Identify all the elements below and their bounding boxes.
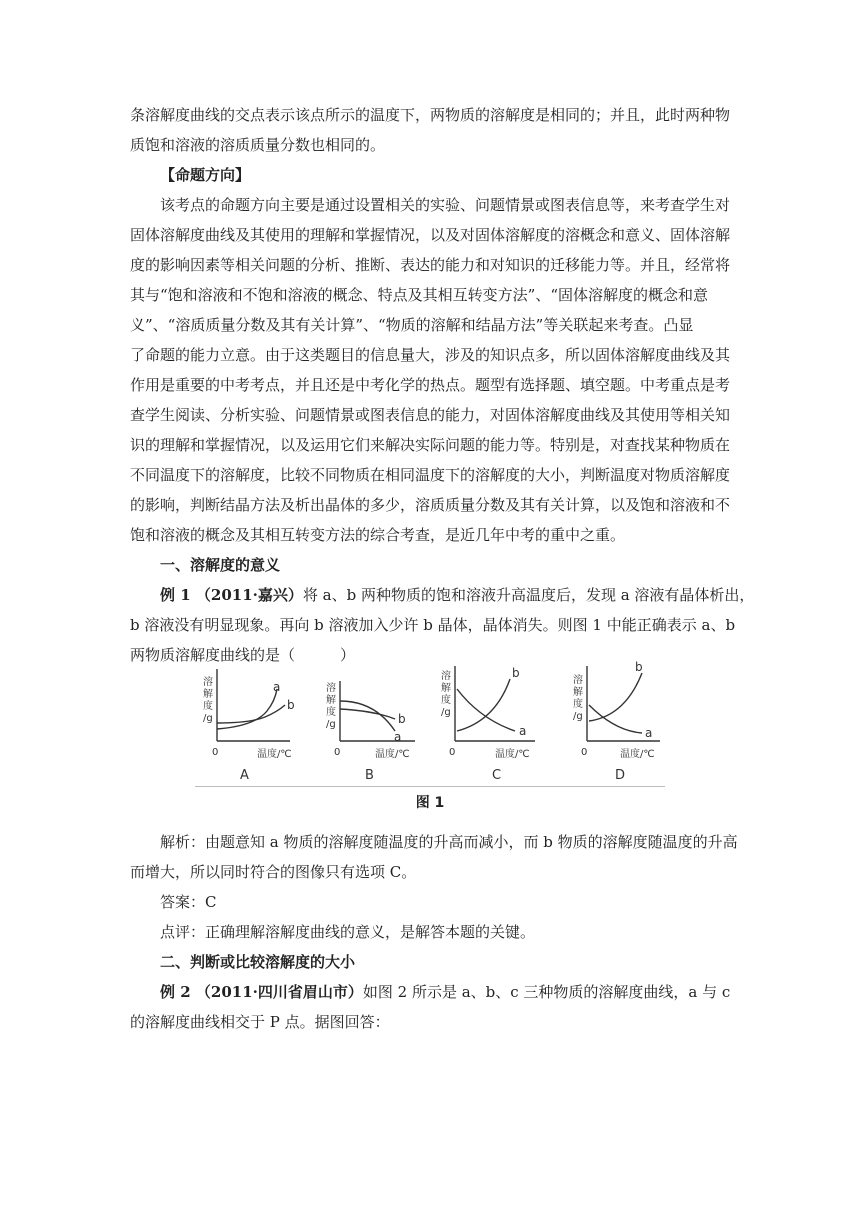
y-label-char: 解 [326, 695, 336, 706]
analysis [130, 827, 740, 887]
option-label-a: A [240, 768, 249, 783]
example-1 [130, 580, 755, 670]
x-axis-label: 温度/℃ [375, 749, 410, 760]
curve-a [457, 689, 515, 731]
option-label-c: C [492, 768, 502, 783]
text-line: 其与“饱和溶液和不饱和溶液的概念、特点及其相互转变方法”、“固体溶解度的概念和意 [130, 286, 709, 304]
y-label-char: 解 [441, 683, 451, 694]
example-2 [130, 977, 740, 1037]
curve-b [457, 679, 510, 731]
curve-label-a: a [273, 680, 281, 694]
curve-label-b: b [287, 698, 295, 712]
heading-direction: 【命题方向】 [160, 166, 251, 184]
example-1-label: 例 1 （2011·嘉兴） [160, 586, 303, 604]
curve-label-a: a [645, 726, 653, 740]
section-heading-2: 二、判断或比较溶解度的大小 [160, 953, 356, 971]
curve-label-a: a [519, 724, 527, 738]
text-line: 的溶解度曲线相交于 P 点。据图回答： [130, 1013, 390, 1031]
text-line: 质饱和溶液的溶质质量分数也相同的。 [130, 136, 386, 154]
y-label-char: /g [441, 707, 451, 718]
text-line: 作用是重要的中考考点，并且还是中考化学的热点。题型有选择题、填空题。中考重点是考 [130, 376, 731, 394]
text-line: 度的影响因素等相关问题的分析、推断、表达的能力和对知识的迁移能力等。并且，经常将 [130, 256, 731, 274]
y-label-char: 溶 [573, 675, 583, 686]
figure-caption: 图 1 [415, 795, 445, 811]
text-line: 两物质溶解度曲线的是（ ） [130, 646, 356, 664]
y-label-char: /g [326, 719, 336, 730]
origin-label: 0 [334, 747, 341, 758]
text-line: 解析：由题意知 a 物质的溶解度随温度的升高而减小，而 b 物质的溶解度随温度的升高 [160, 833, 738, 851]
y-label-char: 解 [573, 687, 583, 698]
section-heading-1: 一、溶解度的意义 [160, 556, 281, 574]
figure-1 [195, 661, 665, 787]
y-label-char: 溶 [203, 677, 213, 688]
text-line: 义”、“溶质质量分数及其有关计算”、“物质的溶解和结晶方法”等关联起来考查。凸显 [130, 316, 694, 334]
panel-b [340, 681, 415, 741]
curve-label-b: b [398, 712, 406, 726]
option-label-b: B [365, 768, 374, 783]
comment: 点评：正确理解溶解度曲线的意义，是解答本题的关键。 [160, 923, 536, 941]
paragraph-direction [130, 190, 740, 550]
curve-label-b: b [635, 661, 643, 674]
text-line: 固体溶解度曲线及其使用的理解和掌握情况，以及对固体溶解度的溶概念和意义、固体溶解 [130, 226, 731, 244]
text-line: 了命题的能力立意。由于这类题目的信息量大，涉及的知识点多，所以固体溶解度曲线及其 [130, 346, 731, 364]
curve-b [589, 673, 642, 721]
y-label-char: 溶 [326, 683, 336, 694]
text-line: 不同温度下的溶解度，比较不同物质在相同温度下的溶解度的大小，判断温度对物质溶解度 [130, 466, 731, 484]
curve-label-a: a [394, 730, 402, 744]
y-label-char: 解 [203, 689, 213, 700]
curve-label-b: b [512, 666, 520, 680]
text-line: 该考点的命题方向主要是通过设置相关的实验、问题情景或图表信息等，来考查学生对 [160, 196, 731, 214]
option-label-d: D [615, 768, 626, 783]
text-line: 饱和溶液的概念及其相互转变方法的综合考查，是近几年中考的重中之重。 [130, 526, 626, 544]
origin-label: 0 [212, 747, 219, 758]
y-label-char: 度 [573, 699, 583, 710]
x-axis-label: 温度/℃ [495, 749, 530, 760]
y-label-char: /g [203, 713, 213, 724]
origin-label: 0 [581, 747, 588, 758]
figure-1-graphs [195, 661, 665, 786]
curve-b [217, 705, 285, 723]
answer: 答案：C [160, 893, 217, 911]
y-label-char: 度 [203, 701, 213, 712]
example-2-label: 例 2 （2011·四川省眉山市） [160, 983, 363, 1001]
x-axis-label: 温度/℃ [620, 749, 655, 760]
origin-label: 0 [449, 747, 456, 758]
y-label-char: 溶 [441, 671, 451, 682]
text-line: 而增大，所以同时符合的图像只有选项 C。 [130, 863, 417, 881]
text-line: 的影响，判断结晶方法及析出晶体的多少，溶质质量分数及其有关计算，以及饱和溶液和不 [130, 496, 731, 514]
paragraph-intersection [130, 100, 740, 160]
text-line: 条溶解度曲线的交点表示该点所示的温度下，两物质的溶解度是相同的；并且，此时两种物 [130, 106, 731, 124]
curve-b [340, 709, 395, 719]
text-line: 将 a、b 两种物质的饱和溶液升高温度后，发现 a 溶液有晶体析出， [302, 586, 755, 604]
y-label-char: /g [573, 711, 583, 722]
text-line: 如图 2 所示是 a、b、c 三种物质的溶解度曲线，a 与 c [362, 983, 731, 1001]
text-line: 查学生阅读、分析实验、问题情景或图表信息的能力，对固体溶解度曲线及其使用等相关知 [130, 406, 731, 424]
x-axis-label: 温度/℃ [257, 749, 292, 760]
y-label-char: 度 [441, 695, 451, 706]
text-line: 识的理解和掌握情况，以及运用它们来解决实际问题的能力等。特别是，对查找某种物质在 [130, 436, 731, 454]
text-line: b 溶液没有明显现象。再向 b 溶液加入少许 b 晶体，晶体消失。则图 1 中能正确表示 a、b [130, 616, 736, 634]
y-label-char: 度 [326, 707, 336, 718]
